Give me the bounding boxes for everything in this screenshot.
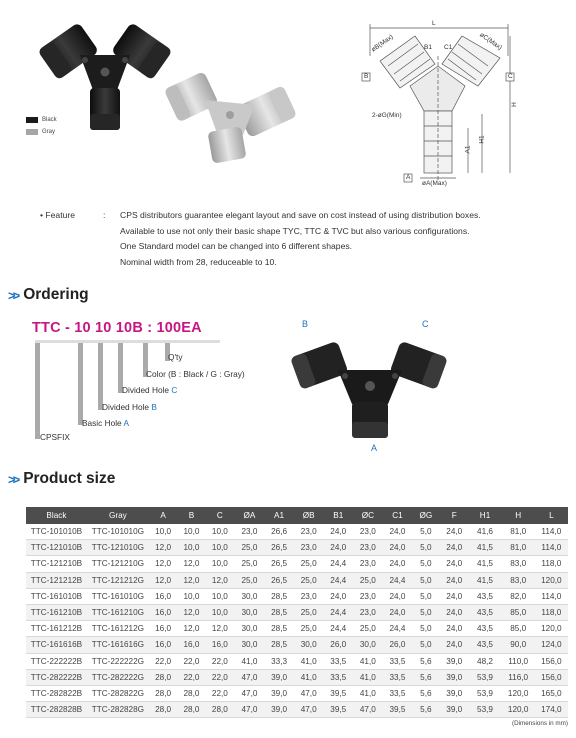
table-cell: 39,0 <box>440 702 468 718</box>
code-bar-basic <box>78 343 83 425</box>
table-cell: TTC-121210B <box>26 556 87 572</box>
legend-black <box>26 117 57 123</box>
prefix-label: CPSFIX <box>40 432 70 442</box>
table-cell: 24,0 <box>324 540 352 556</box>
table-cell: 24,0 <box>324 524 352 540</box>
table-cell: 39,0 <box>265 702 293 718</box>
double-arrow-icon: >> <box>8 471 18 487</box>
table-cell: 24,0 <box>324 588 352 604</box>
table-cell: 118,0 <box>535 556 568 572</box>
table-row <box>26 702 568 718</box>
table-cell: 28,0 <box>149 702 177 718</box>
table-cell: 85,0 <box>502 621 535 637</box>
dim-g-label: 2-øG(Min) <box>372 112 402 119</box>
table-cell: TTC-101010B <box>26 524 87 540</box>
table-cell: 25,0 <box>293 572 324 588</box>
basic-hole-a-label <box>82 418 129 428</box>
table-cell: 16,0 <box>177 637 205 653</box>
table-cell: 10,0 <box>177 524 205 540</box>
table-cell: TTC-282222B <box>26 669 87 685</box>
table-cell: 10,0 <box>206 604 234 620</box>
table-cell: 16,0 <box>149 604 177 620</box>
feature-line: Available to use not only their basic shape TYC, TTC & TVC but also various configurations. <box>120 225 470 236</box>
table-cell: 116,0 <box>502 669 535 685</box>
table-row <box>26 669 568 685</box>
table-cell: 22,0 <box>206 653 234 669</box>
table-cell: 53,9 <box>468 685 501 701</box>
table-header-cell: B1 <box>324 507 352 524</box>
table-header-cell: F <box>440 507 468 524</box>
table-cell: TTC-282828B <box>26 702 87 718</box>
feature-colon: : <box>103 210 106 220</box>
table-body <box>26 524 568 718</box>
table-cell: 24,0 <box>440 621 468 637</box>
table-cell: 16,0 <box>149 637 177 653</box>
table-header-cell: Black <box>26 507 87 524</box>
code-bar-prefix <box>35 343 40 439</box>
table-cell: 23,0 <box>352 524 383 540</box>
table-cell: 85,0 <box>502 604 535 620</box>
table-cell: 24,0 <box>440 588 468 604</box>
table-cell: 33,5 <box>383 669 411 685</box>
table-row <box>26 556 568 572</box>
table-cell: 30,0 <box>234 604 265 620</box>
table-cell: TTC-121010B <box>26 540 87 556</box>
code-underline <box>35 340 220 343</box>
table-cell: TTC-282828G <box>87 702 149 718</box>
table-cell: 24,4 <box>324 621 352 637</box>
table-cell: 33,5 <box>383 653 411 669</box>
table-cell: TTC-161616B <box>26 637 87 653</box>
table-cell: 5,0 <box>412 540 440 556</box>
table-cell: 24,0 <box>440 572 468 588</box>
table-cell: 25,0 <box>352 621 383 637</box>
box-b-label: B <box>364 73 369 80</box>
table-cell: 24,0 <box>383 556 411 572</box>
table-cell: 10,0 <box>206 588 234 604</box>
dim-h-label: H <box>510 102 518 107</box>
product-size-title: Product size <box>23 470 116 487</box>
legend-black-swatch <box>26 117 38 123</box>
table-cell: 12,0 <box>177 621 205 637</box>
table-cell: 5,6 <box>412 653 440 669</box>
table-cell: 30,0 <box>352 637 383 653</box>
table-cell: 10,0 <box>206 540 234 556</box>
table-row <box>26 653 568 669</box>
table-cell: 30,0 <box>234 588 265 604</box>
table-cell: TTC-282822B <box>26 685 87 701</box>
dim-a1-label: A1 <box>464 145 472 154</box>
table-header-cell: C1 <box>383 507 411 524</box>
table-header-row <box>26 507 568 524</box>
table-cell: 22,0 <box>177 669 205 685</box>
table-row <box>26 524 568 540</box>
table-row <box>26 637 568 653</box>
table-cell: 41,0 <box>234 653 265 669</box>
table-cell: 124,0 <box>535 637 568 653</box>
table-cell: 26,5 <box>265 572 293 588</box>
table-header-cell: C <box>206 507 234 524</box>
table-cell: 24,0 <box>440 604 468 620</box>
table-cell: 10,0 <box>149 524 177 540</box>
table-cell: TTC-161212B <box>26 621 87 637</box>
table-cell: 23,0 <box>352 540 383 556</box>
table-cell: 47,0 <box>293 685 324 701</box>
table-cell: TTC-121010G <box>87 540 149 556</box>
table-header-cell: B <box>177 507 205 524</box>
divided-hole-b-text: Divided Hole <box>102 402 152 412</box>
legend-gray-label: Gray <box>42 129 56 135</box>
table-cell: TTC-161210B <box>26 604 87 620</box>
table-row <box>26 588 568 604</box>
table-cell: 5,0 <box>412 556 440 572</box>
table-cell: 118,0 <box>535 604 568 620</box>
table-cell: 5,0 <box>412 588 440 604</box>
table-cell: 16,0 <box>149 588 177 604</box>
table-header-cell: L <box>535 507 568 524</box>
table-cell: 33,5 <box>324 669 352 685</box>
table-cell: 25,0 <box>293 556 324 572</box>
dim-b1-label: B1 <box>424 44 432 51</box>
table-cell: 5,6 <box>412 702 440 718</box>
table-cell: 23,0 <box>352 588 383 604</box>
connector-abc-photo <box>290 334 450 449</box>
feature-label: • Feature <box>40 210 76 220</box>
gray-y-connector-photo <box>155 55 305 165</box>
table-cell: 24,4 <box>324 556 352 572</box>
table-cell: 24,4 <box>383 572 411 588</box>
table-cell: 23,0 <box>293 524 324 540</box>
table-cell: 25,0 <box>293 604 324 620</box>
table-cell: 39,0 <box>265 669 293 685</box>
table-cell: 26,5 <box>265 556 293 572</box>
table-cell: 24,4 <box>383 621 411 637</box>
table-cell: 39,0 <box>265 685 293 701</box>
divided-hole-c-label <box>122 385 177 395</box>
table-cell: 25,0 <box>234 572 265 588</box>
table-cell: 39,5 <box>324 685 352 701</box>
table-cell: 41,0 <box>352 653 383 669</box>
legend-black-label: Black <box>42 117 57 123</box>
table-header-cell: H1 <box>468 507 501 524</box>
box-c-label: C <box>508 73 513 80</box>
table-cell: 16,0 <box>149 621 177 637</box>
table-cell: 41,5 <box>468 572 501 588</box>
table-cell: 25,0 <box>352 572 383 588</box>
divided-hole-c-text: Divided Hole <box>122 385 172 395</box>
table-cell: 25,0 <box>234 556 265 572</box>
divided-hole-b-letter: B <box>151 402 157 412</box>
dim-b-max-label: øB(Max) <box>370 33 395 54</box>
double-arrow-icon: >> <box>8 287 18 303</box>
table-cell: 47,0 <box>293 702 324 718</box>
box-a-label: A <box>406 174 411 181</box>
table-cell: 24,0 <box>383 604 411 620</box>
table-cell: 28,0 <box>177 685 205 701</box>
table-cell: 28,5 <box>265 637 293 653</box>
table-cell: 33,5 <box>383 685 411 701</box>
table-cell: 5,0 <box>412 604 440 620</box>
table-cell: TTC-161210G <box>87 604 149 620</box>
table-cell: 12,0 <box>149 572 177 588</box>
table-cell: 41,0 <box>293 653 324 669</box>
table-cell: 30,0 <box>234 621 265 637</box>
table-cell: 24,0 <box>440 540 468 556</box>
table-header-cell: A1 <box>265 507 293 524</box>
table-cell: 114,0 <box>535 588 568 604</box>
table-cell: TTC-161010G <box>87 588 149 604</box>
table-cell: 10,0 <box>177 588 205 604</box>
table-cell: 22,0 <box>206 685 234 701</box>
dim-h1-label: H1 <box>478 135 486 144</box>
table-cell: 24,0 <box>383 524 411 540</box>
table-cell: 33,5 <box>324 653 352 669</box>
connector-letter-a: A <box>371 443 378 453</box>
table-cell: 43,5 <box>468 637 501 653</box>
feature-label-text: Feature <box>45 210 76 220</box>
table-cell: 26,6 <box>265 524 293 540</box>
table-cell: 5,0 <box>412 637 440 653</box>
table-cell: 23,0 <box>293 588 324 604</box>
table-cell: 10,0 <box>206 524 234 540</box>
table-cell: TTC-161010B <box>26 588 87 604</box>
table-cell: 22,0 <box>149 653 177 669</box>
divided-hole-b-label <box>102 402 157 412</box>
table-cell: 22,0 <box>206 669 234 685</box>
table-cell: 114,0 <box>535 540 568 556</box>
table-header-cell: Gray <box>87 507 149 524</box>
table-cell: 28,0 <box>149 669 177 685</box>
table-cell: 24,0 <box>440 637 468 653</box>
table-cell: 23,0 <box>352 556 383 572</box>
table-cell: 12,0 <box>177 556 205 572</box>
table-cell: 41,0 <box>352 669 383 685</box>
table-cell: 41,0 <box>293 669 324 685</box>
table-cell: 47,0 <box>234 702 265 718</box>
table-cell: 23,0 <box>352 604 383 620</box>
table-cell: 43,5 <box>468 621 501 637</box>
table-cell: 114,0 <box>535 524 568 540</box>
table-cell: 5,0 <box>412 572 440 588</box>
feature-lines <box>120 210 570 272</box>
table-cell: 24,4 <box>324 604 352 620</box>
basic-hole-a-text: Basic Hole <box>82 418 124 428</box>
table-cell: 10,0 <box>177 540 205 556</box>
table-cell: 24,4 <box>324 572 352 588</box>
table-cell: 30,0 <box>293 637 324 653</box>
table-header-cell: ØC <box>352 507 383 524</box>
table-cell: 5,6 <box>412 669 440 685</box>
table-cell: 12,0 <box>149 540 177 556</box>
table-cell: 156,0 <box>535 669 568 685</box>
table-cell: 81,0 <box>502 524 535 540</box>
table-row <box>26 621 568 637</box>
table-cell: 24,0 <box>383 540 411 556</box>
table-cell: TTC-121212G <box>87 572 149 588</box>
legend-gray <box>26 129 55 135</box>
table-cell: 5,0 <box>412 524 440 540</box>
table-cell: 28,0 <box>177 702 205 718</box>
table-cell: 156,0 <box>535 653 568 669</box>
table-cell: 83,0 <box>502 572 535 588</box>
table-cell: 12,0 <box>177 572 205 588</box>
table-cell: 26,5 <box>265 540 293 556</box>
table-cell: 24,0 <box>383 588 411 604</box>
dim-c-max-label: øC(Max) <box>478 31 504 52</box>
table-cell: 28,5 <box>265 588 293 604</box>
legend-gray-swatch <box>26 129 38 135</box>
table-cell: 83,0 <box>502 556 535 572</box>
dim-l-label: L <box>432 20 436 27</box>
table-cell: 28,5 <box>265 621 293 637</box>
table-cell: 41,0 <box>352 685 383 701</box>
ordering-heading <box>8 286 89 304</box>
table-cell: 41,6 <box>468 524 501 540</box>
qty-label: Q'ty <box>168 352 183 362</box>
table-cell: 39,5 <box>383 702 411 718</box>
table-cell: 24,0 <box>440 556 468 572</box>
table-cell: 5,6 <box>412 685 440 701</box>
table-cell: TTC-282222G <box>87 669 149 685</box>
technical-drawing <box>360 16 530 188</box>
table-cell: 12,0 <box>206 621 234 637</box>
table-header-cell: ØA <box>234 507 265 524</box>
table-cell: 28,5 <box>265 604 293 620</box>
table-cell: 48,2 <box>468 653 501 669</box>
table-cell: 39,0 <box>440 653 468 669</box>
table-header-cell: A <box>149 507 177 524</box>
table-row <box>26 604 568 620</box>
feature-line: CPS distributors guarantee elegant layout and save on cost instead of using distribution boxes. <box>120 210 481 220</box>
table-cell: 81,0 <box>502 540 535 556</box>
table-cell: TTC-222222B <box>26 653 87 669</box>
table-cell: 43,5 <box>468 588 501 604</box>
table-cell: 33,3 <box>265 653 293 669</box>
table-cell: 24,0 <box>440 524 468 540</box>
table-cell: 165,0 <box>535 685 568 701</box>
table-cell: 28,0 <box>206 702 234 718</box>
table-cell: 39,0 <box>440 669 468 685</box>
table-cell: 41,5 <box>468 556 501 572</box>
table-cell: 120,0 <box>502 685 535 701</box>
table-row <box>26 540 568 556</box>
table-cell: TTC-121212B <box>26 572 87 588</box>
table-cell: TTC-161212G <box>87 621 149 637</box>
table-cell: TTC-161616G <box>87 637 149 653</box>
table-cell: 12,0 <box>177 604 205 620</box>
divided-hole-c-letter: C <box>171 385 178 395</box>
table-header-cell: H <box>502 507 535 524</box>
table-cell: 53,9 <box>468 669 501 685</box>
table-cell: 12,0 <box>206 572 234 588</box>
table-cell: 82,0 <box>502 588 535 604</box>
table-row <box>26 685 568 701</box>
table-cell: 120,0 <box>502 702 535 718</box>
connector-letter-b: B <box>302 319 309 329</box>
feature-line: Nominal width from 28, reduceable to 10. <box>120 256 277 267</box>
dim-c1-label: C1 <box>444 44 453 51</box>
table-cell: 47,0 <box>234 685 265 701</box>
table-cell: 90,0 <box>502 637 535 653</box>
table-cell: TTC-222222G <box>87 653 149 669</box>
table-header-cell: ØG <box>412 507 440 524</box>
table-cell: 120,0 <box>535 621 568 637</box>
table-cell: 47,0 <box>234 669 265 685</box>
product-size-heading <box>8 470 115 488</box>
code-bar-divided-b <box>98 343 103 410</box>
table-cell: 22,0 <box>177 653 205 669</box>
table-cell: 39,5 <box>324 702 352 718</box>
ordering-code: TTC - 10 10 10B : 100EA <box>32 320 202 336</box>
table-cell: 174,0 <box>535 702 568 718</box>
dimensions-note: (Dimensions in mm) <box>512 720 568 727</box>
dim-a-max-label: øA(Max) <box>422 180 447 187</box>
table-header-cell: ØB <box>293 507 324 524</box>
table-cell: 43,5 <box>468 604 501 620</box>
table-cell: 25,0 <box>234 540 265 556</box>
ordering-title: Ordering <box>23 286 89 303</box>
table-cell: 23,0 <box>293 540 324 556</box>
table-cell: TTC-101010G <box>87 524 149 540</box>
table-cell: 26,0 <box>324 637 352 653</box>
table-cell: 41,5 <box>468 540 501 556</box>
product-size-table <box>26 507 568 718</box>
feature-line: One Standard model can be changed into 6 different shapes. <box>120 241 353 251</box>
table-cell: 39,0 <box>440 685 468 701</box>
color-label: Color (B : Black / G : Gray) <box>146 369 245 379</box>
basic-hole-a-letter: A <box>123 418 130 428</box>
table-cell: 25,0 <box>293 621 324 637</box>
connector-letter-c: C <box>422 319 429 329</box>
table-cell: 5,0 <box>412 621 440 637</box>
table-cell: 26,0 <box>383 637 411 653</box>
table-row <box>26 572 568 588</box>
table-cell: 120,0 <box>535 572 568 588</box>
table-cell: 23,0 <box>234 524 265 540</box>
table-cell: TTC-282822G <box>87 685 149 701</box>
table-cell: 12,0 <box>149 556 177 572</box>
table-cell: 28,0 <box>149 685 177 701</box>
table-cell: TTC-121210G <box>87 556 149 572</box>
table-cell: 53,9 <box>468 702 501 718</box>
table-cell: 16,0 <box>206 637 234 653</box>
table-cell: 47,0 <box>352 702 383 718</box>
table-cell: 110,0 <box>502 653 535 669</box>
table-cell: 10,0 <box>206 556 234 572</box>
table-cell: 30,0 <box>234 637 265 653</box>
